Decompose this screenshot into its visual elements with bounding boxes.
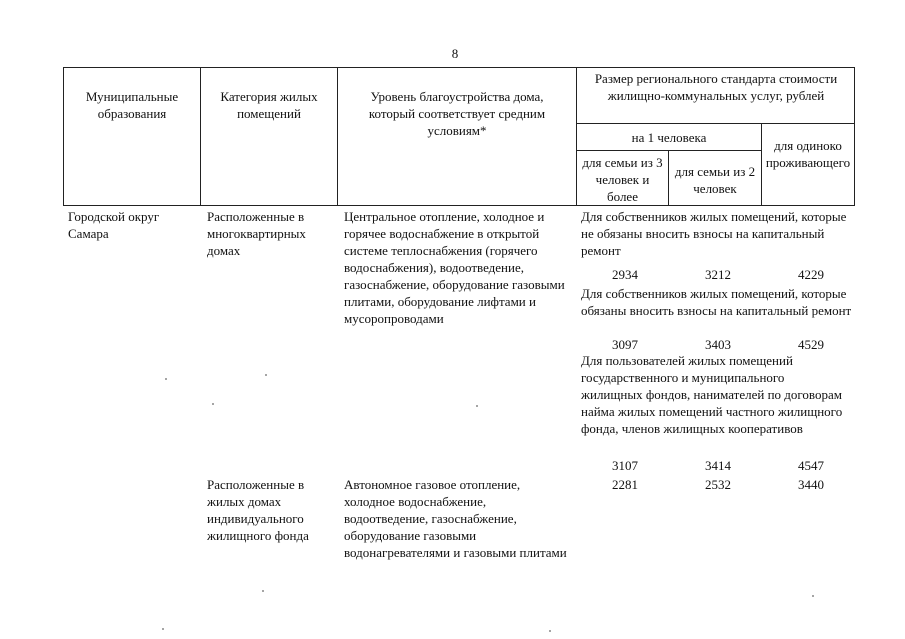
group-b-value-family-3: 3097 — [612, 337, 638, 352]
group-a-value-single: 4229 — [798, 267, 824, 282]
header-size-title: Размер регионального стандарта стоимости жилищно-коммунальных услуг, рублей — [594, 71, 838, 103]
group-a-title: Для собственников жилых помещений, которые не обязаны вносить взносы на капитальный ремонт — [581, 209, 847, 258]
scan-speck — [262, 590, 264, 592]
scan-speck — [265, 374, 267, 376]
group-c-title: Для пользователей жилых помещений государственного и муниципального жилищных фондов, нанимателей по договорам найма жилых помещений частного жилищного фонда, членов жилищных кооперативов — [581, 353, 843, 436]
category-cell-1: Расположенные в многоквартирных домах — [207, 209, 306, 258]
header-border-right — [854, 67, 855, 206]
level-cell-2: Автономное газовое отопление, холодное водоснабжение, водоотведение, газоснабжение, оборудование газовыми водонагревателями и газовыми плитами — [344, 477, 567, 560]
header-border-left — [63, 67, 64, 206]
group-a-value-family-3: 2934 — [612, 267, 638, 282]
header-border-4 — [668, 150, 669, 206]
header-per-person: на 1 человека — [631, 130, 707, 145]
header-size-divider — [576, 123, 855, 124]
group-b-value-single: 4529 — [798, 337, 824, 352]
group-c-value-single: 4547 — [798, 458, 824, 473]
header-border-2 — [337, 67, 338, 206]
group-c-value-family-3: 3107 — [612, 458, 638, 473]
municipality-cell: Городской округ Самара — [68, 209, 160, 241]
scan-speck — [212, 403, 214, 405]
scan-speck — [476, 405, 478, 407]
scan-speck — [549, 630, 551, 632]
scan-speck — [165, 378, 167, 380]
header-single: для одиноко проживающего — [765, 138, 851, 170]
group-b-value-family-2: 3403 — [705, 337, 731, 352]
group-d-value-single: 3440 — [798, 477, 824, 492]
group-b-title: Для собственников жилых помещений, которые обязаны вносить взносы на капитальный ремонт — [581, 286, 852, 318]
scan-speck — [812, 595, 814, 597]
category-cell-2: Расположенные в жилых домах индивидуального жилищного фонда — [207, 477, 309, 543]
header-top-border — [63, 67, 855, 68]
group-c-value-family-2: 3414 — [705, 458, 731, 473]
page-number: 8 — [451, 46, 459, 61]
header-border-1 — [200, 67, 201, 206]
group-a-value-family-2: 3212 — [705, 267, 731, 282]
header-border-5 — [761, 123, 762, 206]
header-municipal: Муниципальные образования — [85, 89, 179, 121]
header-family-2: для семьи из 2 человек — [674, 164, 756, 196]
header-level: Уровень благоустройства дома, который соответствует средним условиям* — [368, 89, 546, 138]
group-d-value-family-2: 2532 — [705, 477, 731, 492]
header-bottom-border — [63, 205, 855, 206]
group-d-value-family-3: 2281 — [612, 477, 638, 492]
header-category: Категория жилых помещений — [220, 89, 318, 121]
header-border-3 — [576, 67, 577, 206]
header-family-3: для семьи из 3 человек и более — [582, 155, 663, 204]
level-cell-1: Центральное отопление, холодное и горячее водоснабжение в открытой системе теплоснабжения (горячего водоснабжения), водоотведение, газоснабжение, оборудование газовыми плитами, оборудование лифтами и мусоропроводами — [344, 209, 565, 326]
scan-speck — [162, 628, 164, 630]
